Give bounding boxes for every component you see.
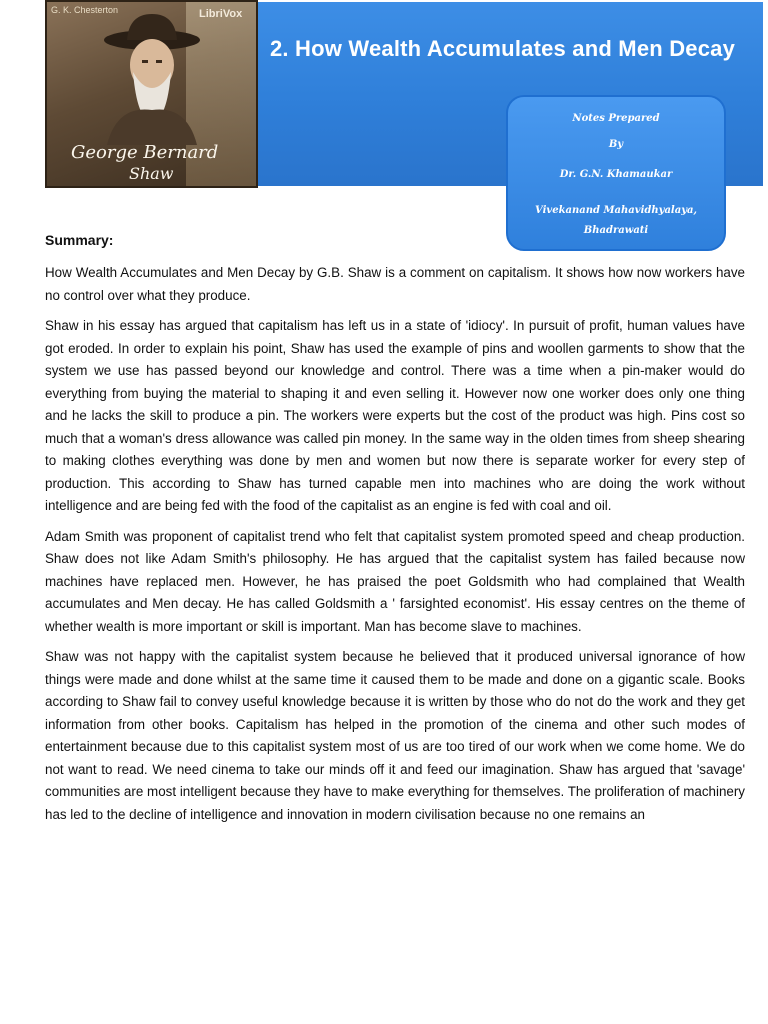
- notes-line-prepared: Notes Prepared: [572, 113, 660, 124]
- page-title: 2. How Wealth Accumulates and Men Decay: [270, 36, 736, 61]
- summary-heading: Summary:: [45, 232, 114, 248]
- portrait-name-line2: Shaw: [129, 164, 174, 183]
- notes-line-by: By: [608, 139, 624, 150]
- portrait-tag-left: G. K. Chesterton: [51, 5, 119, 15]
- portrait-name-line1: George Bernard: [71, 142, 219, 163]
- librivox-logo: LibriVox: [199, 8, 243, 20]
- summary-section: [45, 232, 745, 834]
- summary-paragraph: Adam Smith was proponent of capitalist trend who felt that capitalist system promoted speed and cheap production. Shaw does not like Adam Smith's philosophy. He has argued that the capitalist system has failed because now machines have replaced men. However, he has praised the poet Goldsmith who had complained that Wealth accumulates and Men decay. He has called Goldsmith a ' farsighted economist'. His essay centres on the theme of whether wealth is more important or skill is important. Man has become slave to machines.: [45, 528, 745, 634]
- notes-line-college: Vivekanand Mahavidhyalaya,: [535, 205, 697, 216]
- notes-credit-box: [506, 95, 726, 251]
- summary-paragraph: Shaw was not happy with the capitalist system because he believed that it produced universal ignorance of how things were made and done whilst at the same time it caused them to be made and done on a gigantic scale. Books according to Shaw fail to convey useful knowledge because it is written by those who do not do the work and they get information from other books. Capitalism has helped in the promotion of the cinema and other such modes of entertainment because due to this capitalist system most of us are too tired of our work when we come home. We do not want to read. We need cinema to take our minds off it and feed our imagination. Shaw has argued that 'savage' communities are most intelligent because they have to make everything for themselves. The proliferation of machinery has led to the decline of intelligence and innovation in modern civilisation because no one remains an: [45, 649, 745, 822]
- author-portrait: [45, 0, 258, 188]
- shaw-figure-icon: [87, 10, 217, 145]
- notes-line-place: Bhadrawati: [583, 225, 649, 236]
- summary-paragraph: Shaw in his essay has argued that capitalism has left us in a state of 'idiocy'. In pursuit of profit, human values have got eroded. In order to explain his point, Shaw has used the example of pins and woollen garments to show that the system we use has passed beyond our knowledge and control. There was a time when a pin-maker would do everything from buying the material to shaping it and even selling it. However now one worker does only one thing and he lacks the skill to produce a pin. The workers were experts but the cost of the product was high. Pins cost so much that a woman's dress allowance was called pin money. In the same way in the olden times from sheep shearing to making clothes everything was done by men and women but now there is separate worker for every step of production. This according to Shaw has turned capable men into machines who are doing the work without intelligence and are being fed with the food of the capitalist as an engine is fed with coal and oil.: [45, 318, 745, 513]
- notes-line-author: Dr. G.N. Khamaukar: [559, 169, 673, 180]
- summary-paragraph: How Wealth Accumulates and Men Decay by G.B. Shaw is a comment on capitalism. It shows how now workers have no control over what they produce.: [45, 265, 745, 303]
